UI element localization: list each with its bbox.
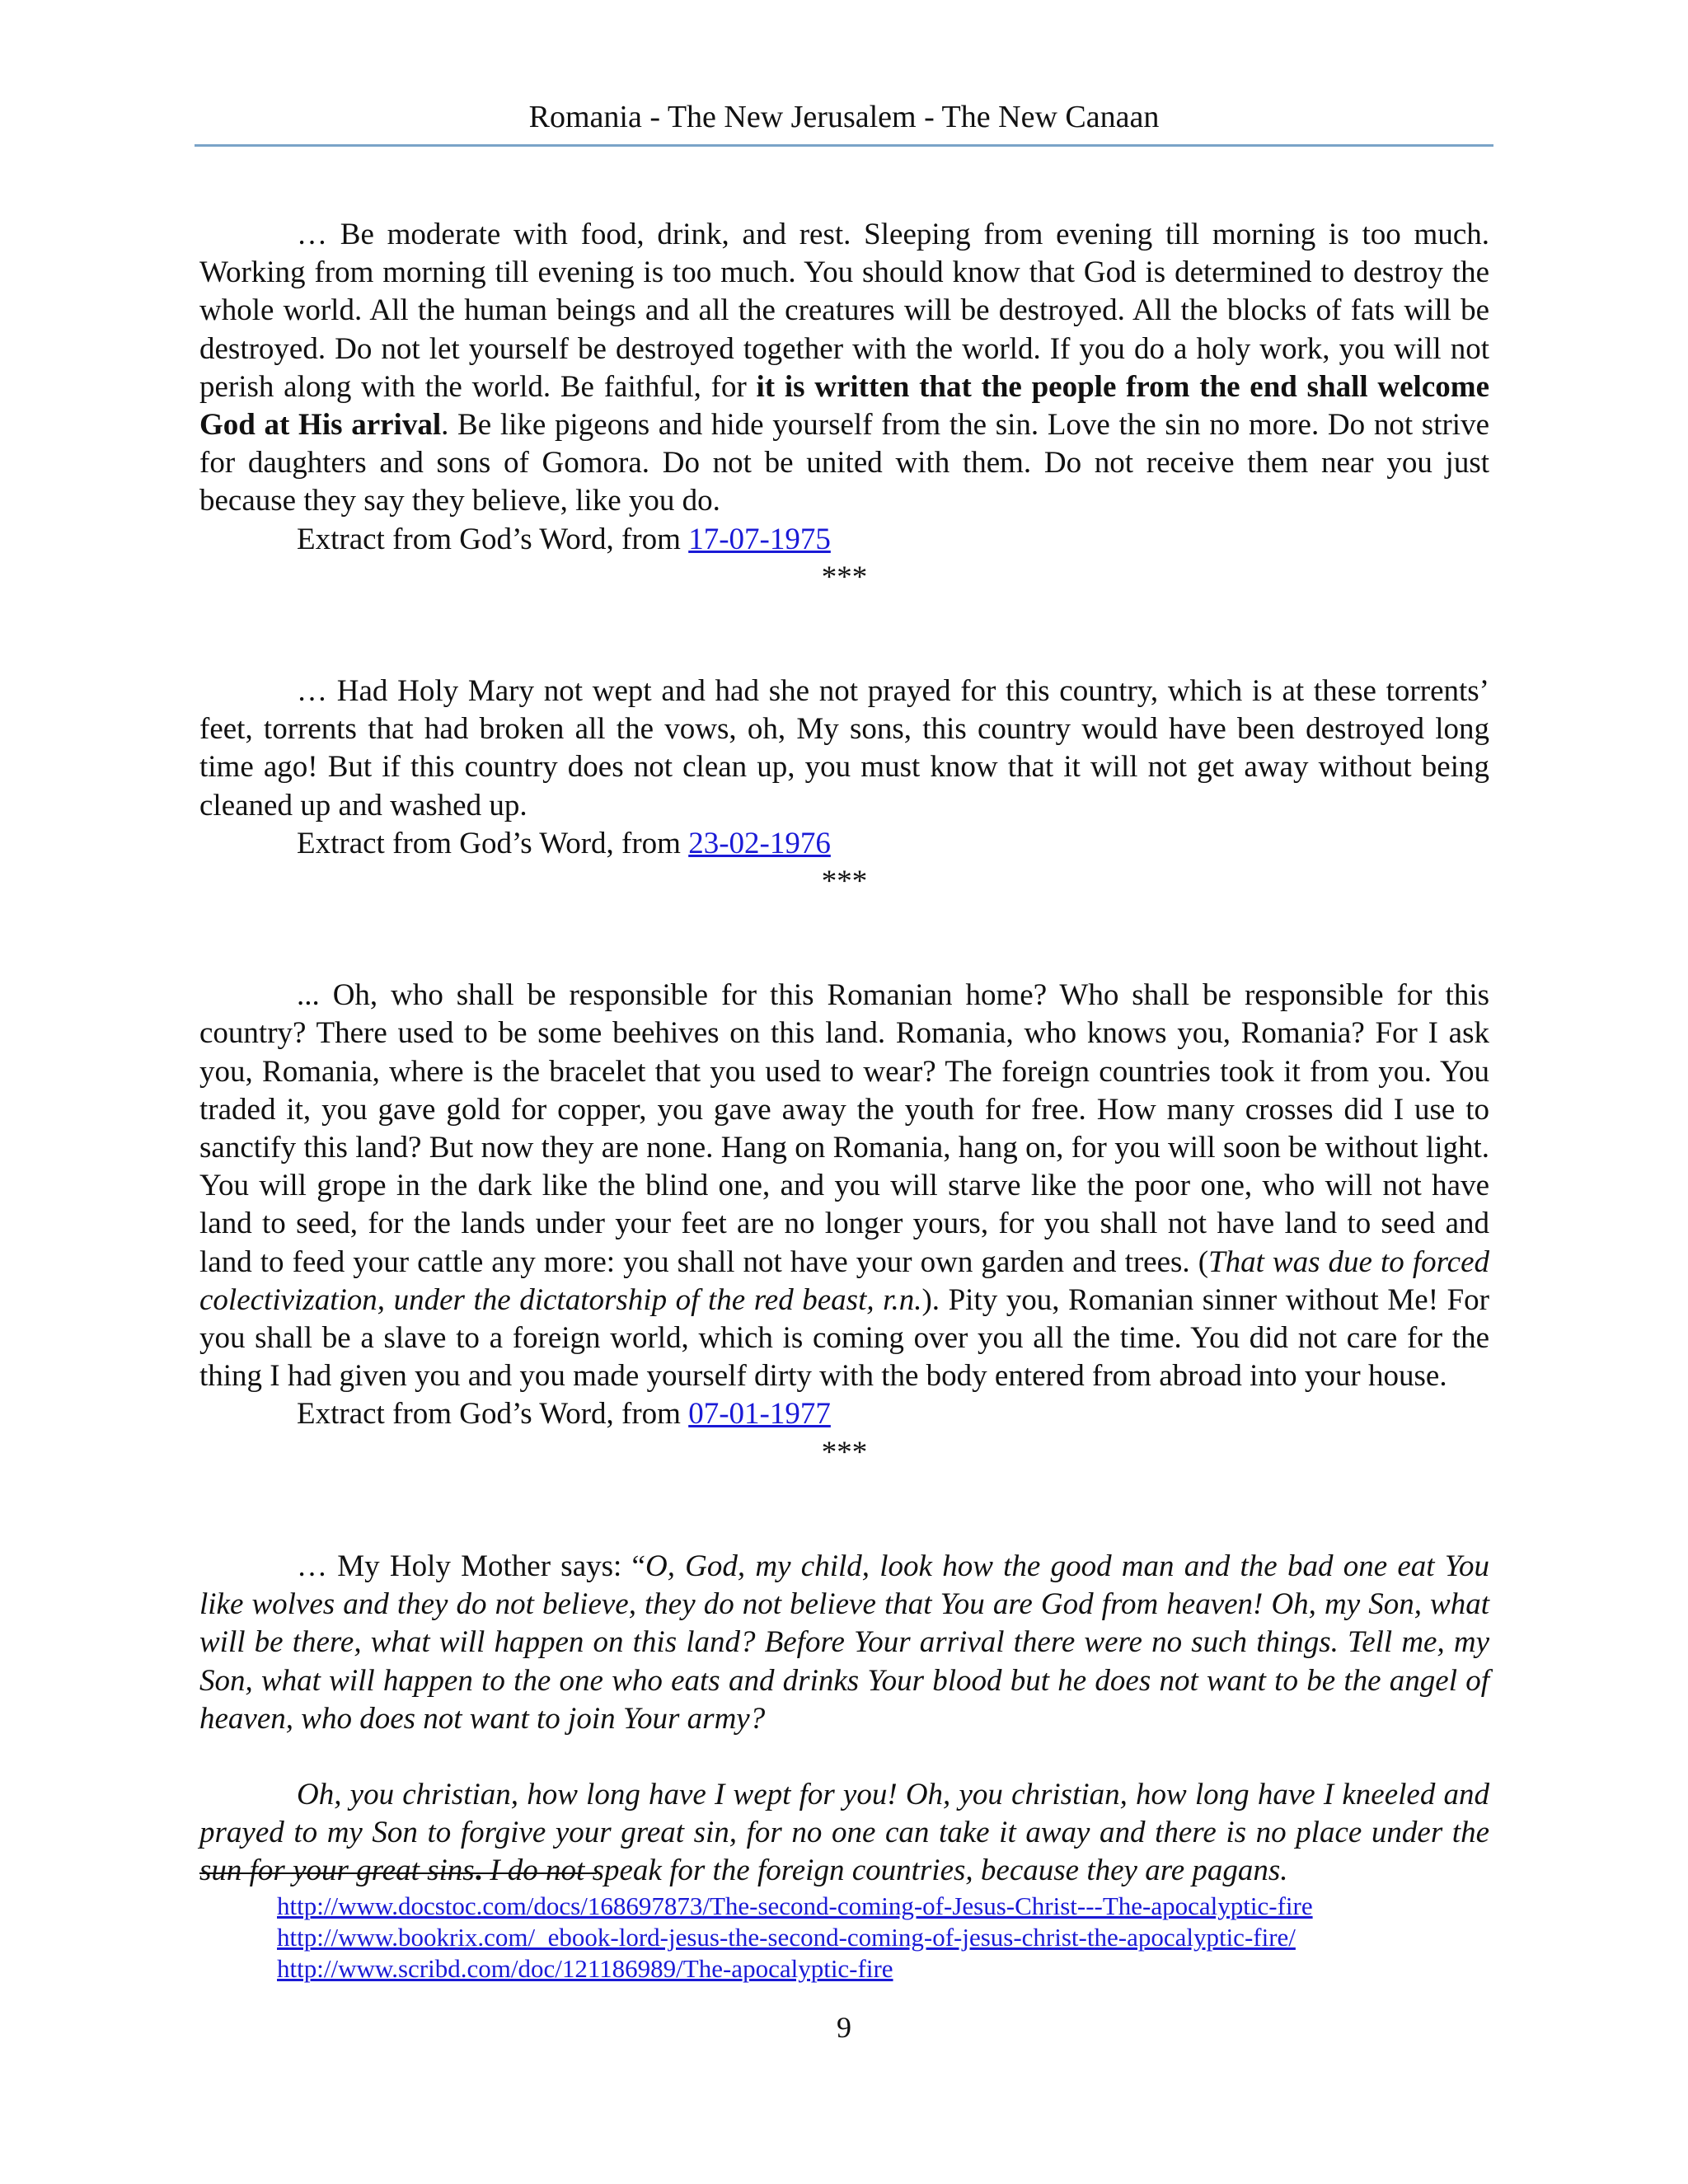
footnote-link-scribd[interactable]: http://www.scribd.com/doc/121186989/The-apocalyptic-fire	[277, 1954, 893, 1983]
citation-date-link-3[interactable]: 07-01-1977	[688, 1397, 831, 1432]
citation-date-link-2[interactable]: 23-02-1976	[688, 826, 831, 860]
passage-1-bold-quote: it is written that the people from the end shall welcome God at His arrival	[199, 369, 1489, 443]
passage-4-text-a: … My Holy Mother says: “	[297, 1549, 645, 1583]
passage-1-text	[199, 216, 1489, 521]
passage-4-bold-period: .	[474, 1854, 482, 1888]
passage-4-text	[199, 1548, 1489, 1738]
passage-3-citation	[199, 1395, 1489, 1433]
passage-2-text: … Had Holy Mary not wept and had she not prayed for this country, which is at these torrents’ feet, torrents that had broken all the vows, oh, My sons, this country would have been destroyed long time ago! But if this country does not clean up, you must know that it will not get away without being cleaned up and washed up.	[199, 674, 1489, 823]
passage-3-text	[199, 977, 1489, 1395]
passage-1-text-a: … Be moderate with food, drink, and rest. Sleeping from evening till morning is too much. Working from morning till evening is too much. You should know that God is determined to destroy the whole world. All the human beings and all the creatures will be destroyed. All the blocks of fats will be destroyed. Do not let yourself be destroyed together with the world. If you do a holy work, you will not perish along with the world. Be faithful, for	[199, 218, 1489, 404]
footnote-link-docstoc[interactable]: http://www.docstoc.com/docs/168697873/The-second-coming-of-Jesus-Christ---The-apocalyptic-fire	[277, 1891, 1313, 1920]
citation-prefix: Extract from God’s Word, from	[297, 826, 689, 860]
page-body	[199, 216, 1489, 1891]
passage-3-text-c: ). Pity you, Romanian sinner without Me! For you shall be a slave to a foreign world, which is coming over you all the time. You did not care for the thing I had given you and you made yourself dirty with the body entered from abroad into your house.	[199, 1282, 1489, 1394]
running-header: Romania - The New Jerusalem - The New Canaan	[528, 100, 1160, 134]
passage-4-quote-2a: Oh, you christian, how long have I wept for you! Oh, you christian, how long have I kneeled and prayed to my Son to forgive your great sin, for no one can take it away and there is no place under the sun for your great sins	[199, 1777, 1489, 1888]
passage-1-text-c: . Be like pigeons and hide yourself from the sin. Love the sin no more. Do not strive for daughters and sons of Gomora. Do not be united with them. Do not receive them near you just because they say they believe, like you do.	[199, 408, 1489, 518]
separator-3: ***	[821, 1435, 868, 1469]
passage-3-editor-note: That was due to forced colectivization, under the dictatorship of the red beast, r.n.	[199, 1244, 1489, 1317]
passage-1-citation	[199, 521, 1489, 559]
passage-3-text-a: ... Oh, who shall be responsible for this Romanian home? Who shall be responsible for this country? There used to be some beehives on this land. Romania, who knows you, Romania? For I ask you, Romania, where is the bracelet that you used to wear? The foreign countries took it from you. You traded it, you gave gold for copper, you gave away the youth for free. How many crosses did I use to sanctify this land? But now they are none. Hang on Romania, hang on, for you will soon be without light. You will grope in the dark like the blind one, and you will starve like the poor one, who will not have land to seed, for the lands under your feet are no longer yours, for you shall not have land to seed and land to feed your cattle any more: you shall not have your own garden and trees. (	[199, 978, 1489, 1279]
passage-2-citation	[199, 825, 1489, 863]
footnote-link-bookrix[interactable]: http://www.bookrix.com/_ebook-lord-jesus-the-second-coming-of-jesus-christ-the-apocalyptic-fire/	[277, 1923, 1296, 1952]
separator-1: ***	[821, 560, 868, 594]
citation-date-link-1[interactable]: 17-07-1975	[688, 522, 831, 556]
passage-4-quote: O, God, my child, look how the good man and the bad one eat You like wolves and they do not believe, they do not believe that You are God from heaven! Oh, my Son, what will be there, what will happen on this land? Before Your arrival there were no such things. Tell me, my Son, what will happen to the one who eats and drinks Your blood but he does not want to be the angel of heaven, who does not want to join Your army?	[199, 1549, 1489, 1736]
page-number: 9	[837, 2011, 851, 2044]
footnotes	[277, 1891, 1431, 1985]
citation-prefix: Extract from God’s Word, from	[297, 522, 689, 556]
footnote-divider	[199, 1872, 597, 1874]
passage-4-quote-2c: I do not speak for the foreign countries, because they are pagans.	[481, 1854, 1288, 1888]
citation-prefix: Extract from God’s Word, from	[297, 1397, 689, 1432]
separator-2: ***	[821, 865, 868, 899]
header-divider	[195, 144, 1493, 147]
